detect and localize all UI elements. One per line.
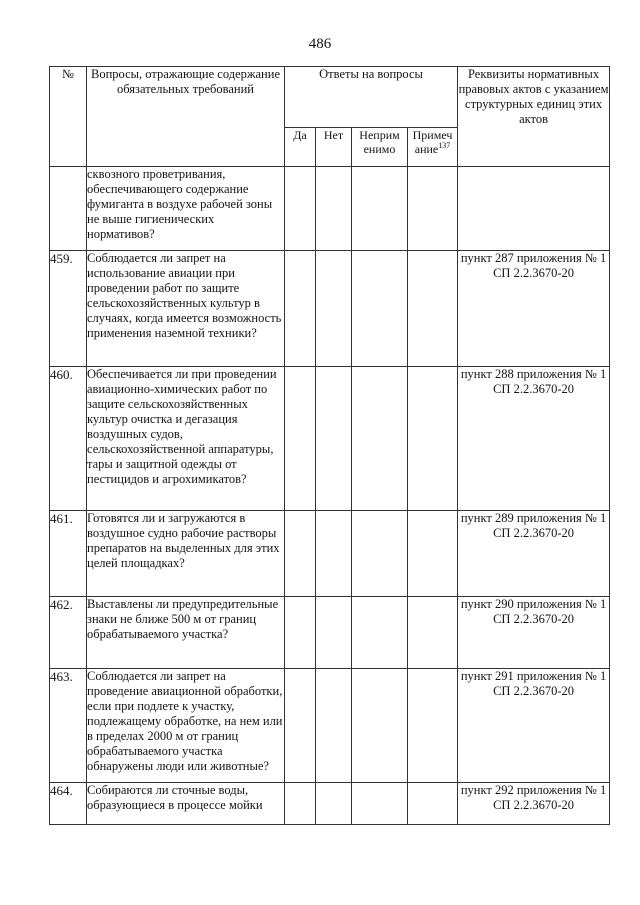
row-number: 459. xyxy=(50,251,87,367)
row-question: Соблюдается ли запрет на использование авиации при проведении работ по защите сельскохозяйственных культур в случаях, когда имеется возможность применения наземной техники? xyxy=(87,251,285,367)
answer-yes-cell xyxy=(285,597,316,669)
answer-note-cell xyxy=(408,669,458,783)
row-number: 462. xyxy=(50,597,87,669)
row-requisites: пункт 292 приложения № 1 СП 2.2.3670-20 xyxy=(458,783,610,825)
row-requisites xyxy=(458,167,610,251)
row-number: 460. xyxy=(50,367,87,511)
answer-yes-cell xyxy=(285,669,316,783)
table-row xyxy=(50,511,610,597)
row-requisites: пункт 289 приложения № 1 СП 2.2.3670-20 xyxy=(458,511,610,597)
answer-note-cell xyxy=(408,511,458,597)
answer-yes-cell xyxy=(285,367,316,511)
header-yes: Да xyxy=(285,128,316,167)
footnote-marker: 137 xyxy=(438,141,451,150)
header-note xyxy=(408,128,458,167)
answer-yes-cell xyxy=(285,783,316,825)
answer-not-applicable-cell xyxy=(352,251,408,367)
row-question: Соблюдается ли запрет на проведение авиационной обработки, если при подлете к участку, подлежащему обработке, на нем или в пределах 2000 м от границ обрабатываемого участка обнаружены люди или животные? xyxy=(87,669,285,783)
answer-note-cell xyxy=(408,251,458,367)
row-question: Обеспечивается ли при проведении авиационно-химических работ по защите сельскохозяйственных культур очистка и дегазация воздушных судов, сельскохозяйственной аппаратуры, тары и защитной одежды от пестицидов и агрохимикатов? xyxy=(87,367,285,511)
answer-no-cell xyxy=(316,367,352,511)
header-requisites: Реквизиты нормативных правовых актов с указанием структурных единиц этих актов xyxy=(458,67,610,167)
answer-not-applicable-cell xyxy=(352,511,408,597)
row-number: 461. xyxy=(50,511,87,597)
row-requisites: пункт 291 приложения № 1 СП 2.2.3670-20 xyxy=(458,669,610,783)
row-number: 464. xyxy=(50,783,87,825)
requirements-table xyxy=(49,66,610,825)
row-requisites: пункт 290 приложения № 1 СП 2.2.3670-20 xyxy=(458,597,610,669)
answer-note-cell xyxy=(408,597,458,669)
header-number: № xyxy=(50,67,87,167)
table-row xyxy=(50,367,610,511)
answer-yes-cell xyxy=(285,167,316,251)
table-row xyxy=(50,669,610,783)
answer-not-applicable-cell xyxy=(352,783,408,825)
page-number: 486 xyxy=(308,36,332,52)
row-question: Готовятся ли и загружаются в воздушное судно рабочие растворы препаратов на выделенных для этих целей площадках? xyxy=(87,511,285,597)
answer-no-cell xyxy=(316,669,352,783)
table-body xyxy=(50,167,610,825)
header-not-applicable: Неприм енимо xyxy=(352,128,408,167)
answer-no-cell xyxy=(316,783,352,825)
header-row xyxy=(50,67,610,128)
answer-not-applicable-cell xyxy=(352,367,408,511)
answer-no-cell xyxy=(316,511,352,597)
answer-yes-cell xyxy=(285,511,316,597)
answer-note-cell xyxy=(408,167,458,251)
row-question: Выставлены ли предупредительные знаки не ближе 500 м от границ обрабатываемого участка? xyxy=(87,597,285,669)
answer-no-cell xyxy=(316,251,352,367)
header-note-label: Примеч ание xyxy=(412,128,453,156)
answer-note-cell xyxy=(408,367,458,511)
row-question: Собираются ли сточные воды, образующиеся в процессе мойки xyxy=(87,783,285,825)
row-question: сквозного проветривания, обеспечивающего содержание фумиганта в воздухе рабочей зоны не выше гигиенических нормативов? xyxy=(87,167,285,251)
row-requisites: пункт 287 приложения № 1 СП 2.2.3670-20 xyxy=(458,251,610,367)
table-row xyxy=(50,783,610,825)
row-number xyxy=(50,167,87,251)
header-no: Нет xyxy=(316,128,352,167)
answer-yes-cell xyxy=(285,251,316,367)
row-requisites: пункт 288 приложения № 1 СП 2.2.3670-20 xyxy=(458,367,610,511)
answer-note-cell xyxy=(408,783,458,825)
header-answers: Ответы на вопросы xyxy=(285,67,458,128)
answer-not-applicable-cell xyxy=(352,669,408,783)
table-row xyxy=(50,597,610,669)
answer-no-cell xyxy=(316,167,352,251)
row-number: 463. xyxy=(50,669,87,783)
table-row xyxy=(50,251,610,367)
answer-no-cell xyxy=(316,597,352,669)
answer-not-applicable-cell xyxy=(352,167,408,251)
table-row xyxy=(50,167,610,251)
answer-not-applicable-cell xyxy=(352,597,408,669)
header-question: Вопросы, отражающие содержание обязательных требований xyxy=(87,67,285,167)
